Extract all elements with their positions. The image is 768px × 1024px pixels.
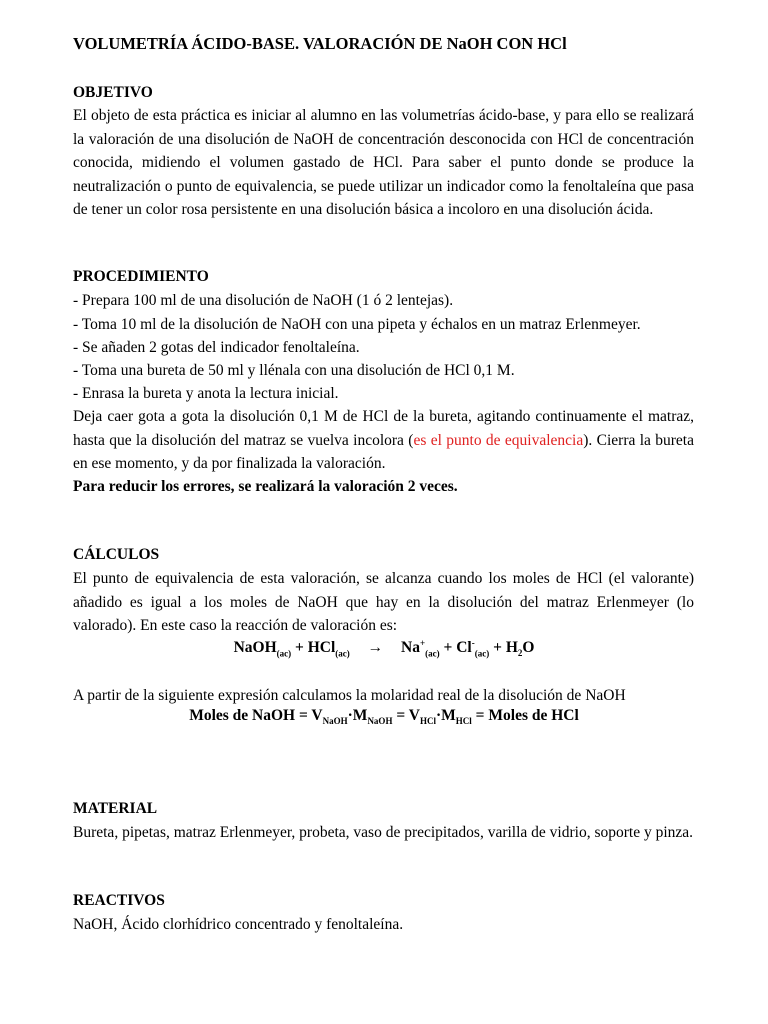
water-h: H [505, 639, 518, 657]
calculos-text: El punto de equivalencia de esta valoración, se alcanza cuando los moles de HCl (el valorante) añadido es igual a los moles de NaOH que hay en la disolución del matraz Erlenmeyer (lo valorado). En este caso la reacción de valoración es: [73, 570, 694, 634]
objetivo-heading: OBJETIVO [73, 84, 153, 101]
reactivos-heading: REACTIVOS [73, 892, 165, 909]
formula-m-hcl: HCl [455, 716, 472, 727]
expression-intro: A partir de la siguiente expresión calculamos la molaridad real de la disolución de NaOH [73, 687, 626, 704]
procedimiento-text-after: ). Cierra la bureta en ese momento, y da por finalizada la valoración. [73, 431, 694, 472]
product-cl-state: (ac) [474, 648, 490, 659]
reaction-equation [0, 638, 768, 658]
objetivo-text: El objeto de esta práctica es iniciar al alumno en las volumetrías ácido-base, y para ello se realizará la valoración de una disolución de NaOH de concentración desconocida con HCl de concentración conocida, midiendo el volumen gastado de HCl. Para saber el punto donde se produce la neutralización o punto de equivalencia, se puede utilizar un indicador como la fenoltaleína que pasa de tener un color rosa persistente en una disolución básica a incoloro en una disolución ácida. [73, 107, 694, 218]
reactant-naoh-state: (ac) [276, 648, 292, 659]
product-cl: Cl [456, 639, 472, 657]
water-subscript: 2 [517, 648, 523, 659]
product-na-charge: + [419, 638, 426, 648]
formula-left: Moles de NaOH = V [189, 707, 323, 724]
reactant-hcl-state: (ac) [335, 648, 350, 659]
plus-sign: + [443, 639, 453, 657]
material-text: Bureta, pipetas, matraz Erlenmeyer, probeta, vaso de precipitados, varilla de vidrio, soporte y pinza. [73, 824, 694, 841]
product-water [505, 639, 535, 659]
material-heading: MATERIAL [73, 800, 158, 817]
product-na-state: (ac) [425, 648, 440, 659]
formula-mid: = V [392, 707, 420, 724]
product-na: Na [401, 639, 420, 657]
plus-sign: + [295, 639, 304, 657]
equivalence-highlight: es el punto de equivalencia [413, 431, 584, 449]
procedimiento-step: - Se añaden 2 gotas del indicador fenoltaleína. [73, 339, 360, 356]
moles-formula [0, 707, 768, 726]
calculos-heading: CÁLCULOS [73, 546, 160, 563]
procedimiento-step: - Toma 10 ml de la disolución de NaOH con una pipeta y échalos en un matraz Erlenmeyer. [73, 316, 641, 333]
product-cl-charge: - [471, 638, 475, 648]
formula-m-naoh: NaOH [367, 716, 393, 727]
document-title: VOLUMETRÍA ÁCIDO-BASE. VALORACIÓN DE NaOH CON HCl [73, 34, 567, 53]
reactant-naoh: NaOH [233, 639, 277, 657]
reactivos-text: NaOH, Ácido clorhídrico concentrado y fenoltaleína. [73, 916, 404, 933]
formula-dot-m: ·M [347, 707, 368, 724]
procedimiento-text-before: Deja caer gota a gota la disolución 0,1 M de HCl de la bureta, agitando continuamente el matraz, hasta que la disolución del matraz se vuelva incolora ( [73, 408, 694, 449]
procedimiento-note: Para reducir los errores, se realizará la valoración 2 veces. [73, 478, 458, 495]
formula-right: = Moles de HCl [471, 707, 579, 724]
procedimiento-step: - Enrasa la bureta y anota la lectura inicial. [73, 385, 339, 402]
procedimiento-heading: PROCEDIMIENTO [73, 268, 209, 285]
reactant-hcl: HCl [307, 639, 336, 657]
plus-sign: + [493, 639, 502, 657]
formula-dot-m2: ·M [435, 707, 456, 724]
formula-v-naoh: NaOH [322, 716, 348, 727]
formula-v-hcl: HCl [419, 716, 436, 727]
water-o: O [522, 639, 535, 657]
procedimiento-step: - Prepara 100 ml de una disolución de NaOH (1 ó 2 lentejas). [73, 292, 454, 309]
procedimiento-step: - Toma una bureta de 50 ml y llénala con una disolución de HCl 0,1 M. [73, 362, 515, 379]
reaction-arrow: → [367, 639, 384, 657]
procedimiento-paragraph [73, 405, 694, 476]
